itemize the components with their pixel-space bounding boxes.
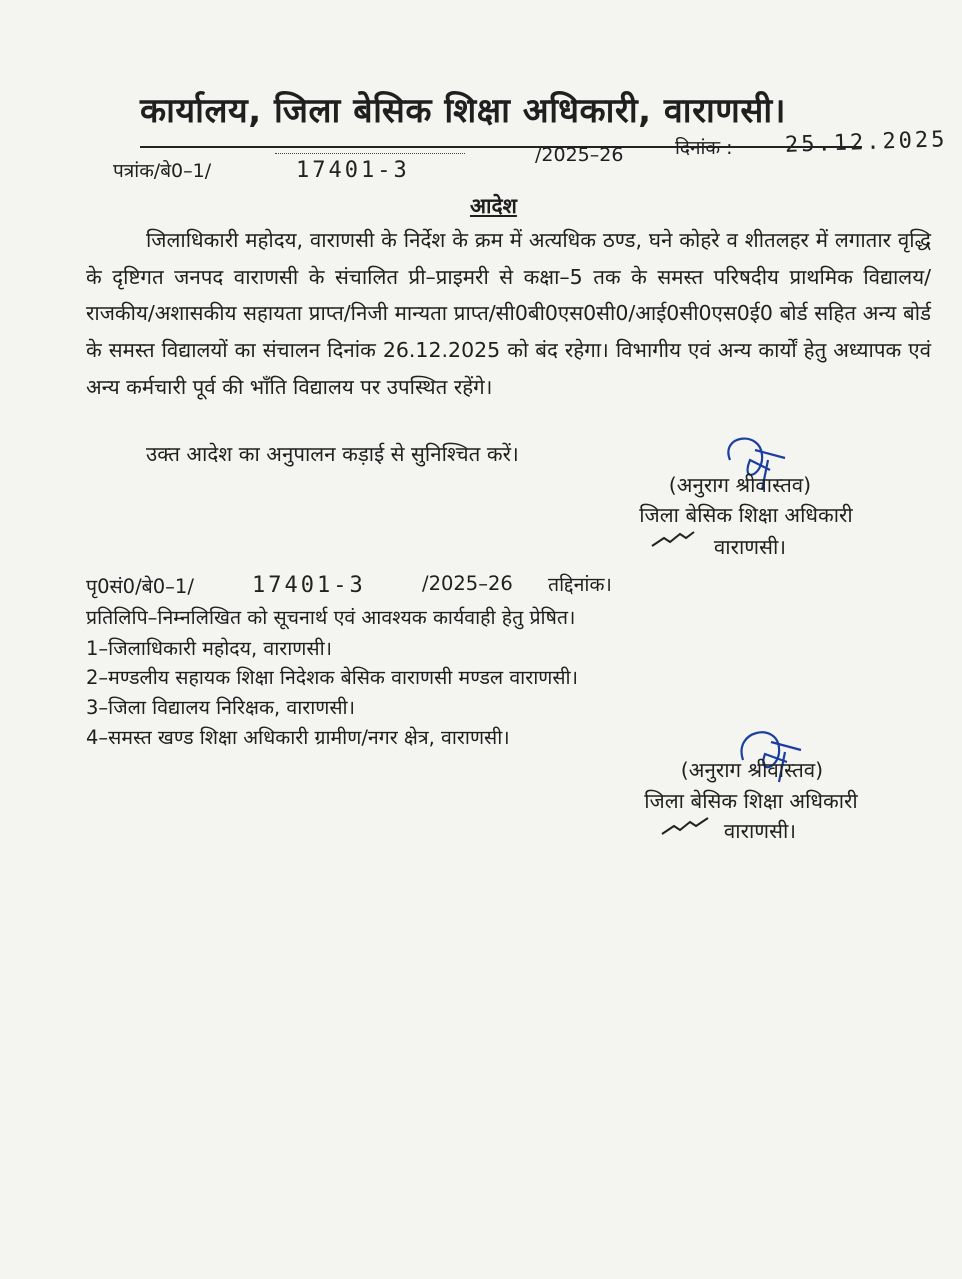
signatory-location: वाराणसी।	[723, 819, 797, 843]
copy-list-item: 2–मण्डलीय सहायक शिक्षा निदेशक बेसिक वाराणसी मण्डल वाराणसी।	[86, 666, 578, 689]
signatory-location: वाराणसी।	[713, 535, 787, 559]
reference-handwritten-number: 17401-3	[296, 158, 410, 183]
reference-handwritten-date: 25.12.2025	[784, 127, 948, 158]
signatory-name: (अनुराग श्रीवास्तव)	[668, 473, 812, 497]
reference-prefix: पत्रांक/बे0–1/	[113, 160, 212, 182]
reference-number-line	[275, 153, 465, 154]
heading-underline	[140, 146, 862, 148]
order-title: आदेश	[470, 194, 517, 218]
signatory-designation: जिला बेसिक शिक्षा अधिकारी	[644, 789, 858, 813]
reference-year: /2025–26	[535, 144, 624, 166]
reference-date-label: दिनांक :	[675, 137, 733, 159]
office-heading: कार्यालय, जिला बेसिक शिक्षा अधिकारी, वाराणसी।	[140, 91, 787, 131]
signatory-name: (अनुराग श्रीवास्तव)	[680, 758, 824, 782]
copy-reference-date: तद्दिनांक।	[548, 573, 612, 596]
copy-handwritten-number: 17401-3	[252, 573, 366, 598]
copy-reference-prefix: पृ0सं0/बे0–1/	[86, 575, 194, 598]
initial-mark	[660, 814, 710, 838]
copy-list-item: 1–जिलाधिकारी महोदय, वाराणसी।	[86, 637, 333, 660]
copy-list-item: 3–जिला विद्यालय निरिक्षक, वाराणसी।	[86, 696, 355, 719]
signatory-designation: जिला बेसिक शिक्षा अधिकारी	[639, 503, 853, 527]
compliance-line: उक्त आदेश का अनुपालन कड़ाई से सुनिश्चित करें।	[146, 442, 519, 466]
initial-mark	[650, 528, 696, 552]
order-body: जिलाधिकारी महोदय, वाराणसी के निर्देश के क्रम में अत्यधिक ठण्ड, घने कोहरे व शीतलहर में लगातार वृद्धि के दृष्टिगत जनपद वाराणसी के संचालित प्री–प्राइमरी से कक्षा–5 तक के समस्त परिषदीय प्राथमिक विद्यालय/राजकीय/अशासकीय सहायता प्राप्त/निजी मान्यता प्राप्त/सी0बी0एस0सी0/आई0सी0एस0ई0 बोर्ड सहित अन्य बोर्ड के समस्त विद्यालयों का संचालन दिनांक 26.12.2025 को बंद रहेगा। विभागीय एवं अन्य कार्यों हेतु अध्यापक एवं अन्य कर्मचारी पूर्व की भाँति विद्यालय पर उपस्थित रहेंगे।	[86, 228, 931, 399]
copy-intro: प्रतिलिपि–निम्नलिखित को सूचनार्थ एवं आवश्यक कार्यवाही हेतु प्रेषित।	[86, 606, 576, 629]
copy-reference-year: /2025–26	[422, 572, 513, 595]
copy-list-item: 4–समस्त खण्ड शिक्षा अधिकारी ग्रामीण/नगर क्षेत्र, वाराणसी।	[86, 726, 510, 749]
